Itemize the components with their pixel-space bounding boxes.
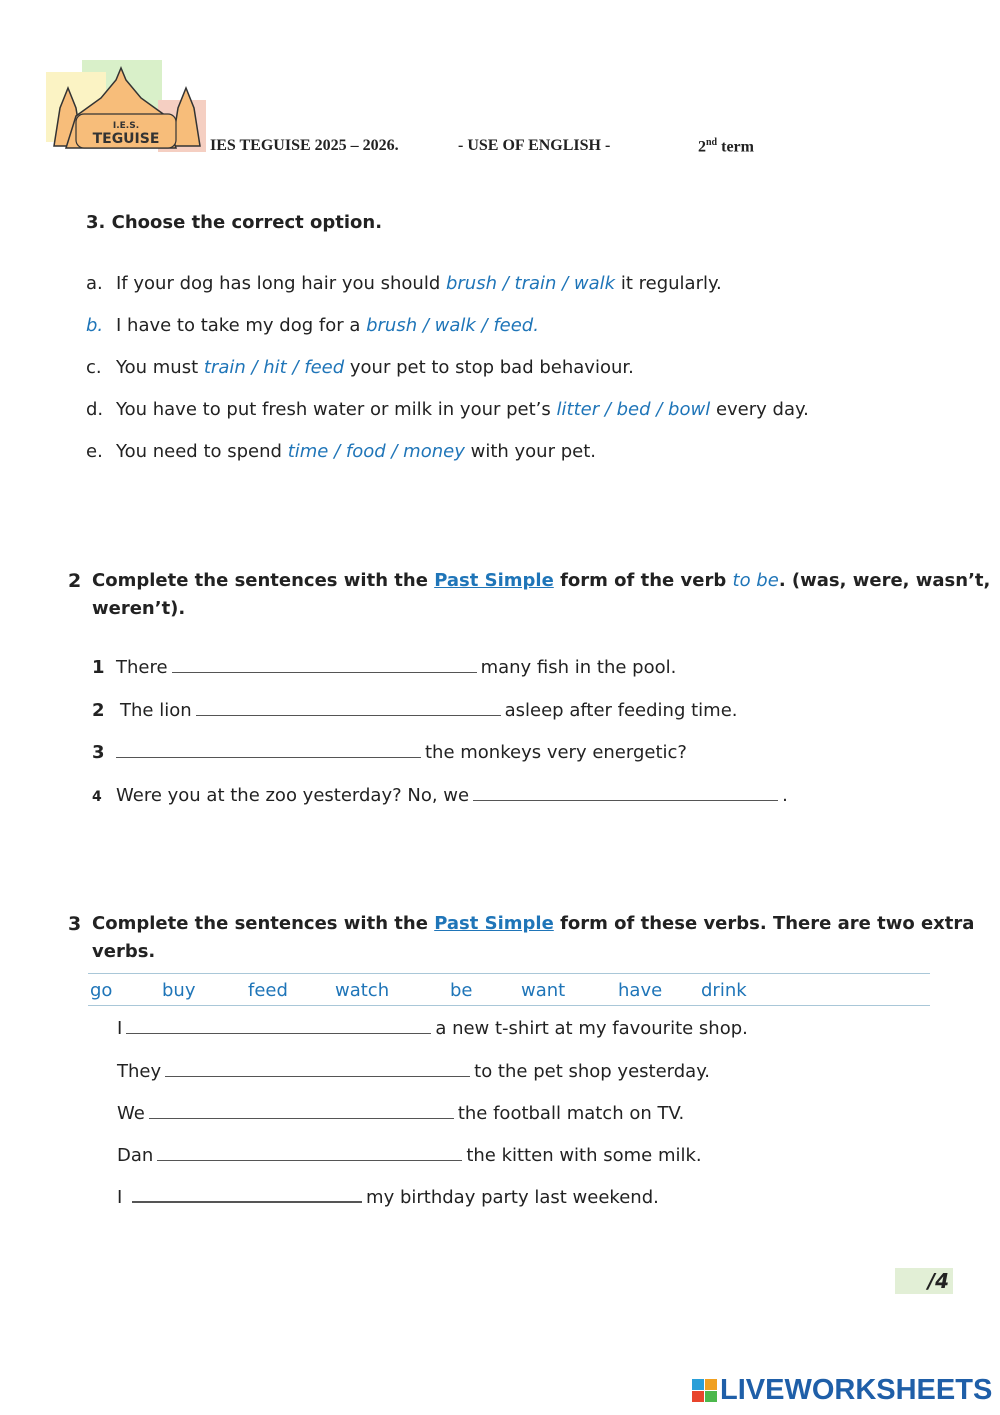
item-letter: e. <box>86 441 103 462</box>
brand-text: LIVEWORKSHEETS <box>720 1374 993 1406</box>
word-bank-item: go <box>90 980 113 1001</box>
section3-item <box>117 1103 684 1124</box>
liveworksheets-logo[interactable] <box>692 1374 993 1408</box>
score-box <box>895 1268 953 1294</box>
term-word: term <box>721 138 754 156</box>
answer-blank[interactable] <box>196 701 501 716</box>
section3-title <box>92 913 974 934</box>
item-text-end: a new t-shirt at my favourite shop. <box>435 1018 748 1039</box>
header-term <box>698 137 754 156</box>
term-suffix: nd <box>706 137 718 148</box>
item-text: We <box>117 1103 145 1124</box>
item-number: 2 <box>92 700 105 721</box>
word-bank-item: have <box>618 980 663 1001</box>
answer-options[interactable]: brush / train / walk <box>445 273 616 294</box>
header-school: IES TEGUISE 2025 – 2026. <box>210 137 399 154</box>
answer-blank[interactable] <box>172 658 477 673</box>
answer-blank[interactable] <box>165 1062 470 1077</box>
section3-item <box>117 1145 702 1166</box>
answer-blank[interactable] <box>126 1019 431 1034</box>
item-text: I have to take my dog for a <box>116 315 361 336</box>
answer-blank[interactable] <box>116 743 421 758</box>
item-text: Dan <box>117 1145 154 1166</box>
item-text: You have to put fresh water or milk in your pet’s <box>116 399 551 420</box>
svg-text:I.E.S.: I.E.S. <box>112 121 140 131</box>
score-label: /4 <box>927 1269 949 1293</box>
item-text-end: . <box>782 785 788 806</box>
section2-title <box>92 570 990 591</box>
term-number: 2 <box>698 138 706 156</box>
answer-blank[interactable] <box>473 786 778 801</box>
title-part: form of these verbs. There are two extra <box>560 913 975 934</box>
item-letter: a. <box>86 273 103 294</box>
title-part: form of the verb <box>560 570 727 591</box>
item-text: You need to spend <box>116 441 282 462</box>
verb-to-be: to be <box>732 570 779 591</box>
header-subject: - USE OF ENGLISH - <box>458 137 611 154</box>
section3-number: 3 <box>68 913 82 935</box>
item-text-end: asleep after feeding time. <box>504 700 738 721</box>
item-letter: c. <box>86 357 102 378</box>
item-number: 4 <box>92 789 102 805</box>
section3-item <box>117 1187 659 1208</box>
item-letter: b. <box>86 315 104 336</box>
item-text-end: it regularly. <box>620 273 722 294</box>
item-text-end: the football match on TV. <box>457 1103 685 1124</box>
item-text: You must <box>116 357 199 378</box>
section1-item <box>86 399 809 420</box>
item-number: 3 <box>92 742 105 763</box>
answer-blank[interactable] <box>132 1187 362 1203</box>
item-text-end: the monkeys very energetic? <box>425 742 687 763</box>
section2-number: 2 <box>68 570 82 592</box>
word-bank <box>88 973 930 1006</box>
item-letter: d. <box>86 399 104 420</box>
item-text-end: your pet to stop bad behaviour. <box>349 357 634 378</box>
item-text: I <box>117 1187 123 1208</box>
item-text-end: my birthday party last weekend. <box>366 1187 659 1208</box>
answer-options[interactable]: litter / bed / bowl <box>556 399 711 420</box>
item-text: There <box>116 657 168 678</box>
section2-item <box>92 742 687 763</box>
section1-title: 3. Choose the correct option. <box>86 212 383 233</box>
answer-options[interactable]: brush / walk / feed. <box>366 315 539 336</box>
past-simple-link[interactable]: Past Simple <box>434 913 554 934</box>
title-part: Complete the sentences with the <box>92 570 428 591</box>
answer-blank[interactable] <box>149 1104 454 1119</box>
section3-item <box>117 1061 710 1082</box>
item-number: 1 <box>92 657 105 678</box>
word-bank-item: drink <box>701 980 747 1001</box>
item-text: If your dog has long hair you should <box>116 273 441 294</box>
word-bank-item: watch <box>335 980 390 1001</box>
item-text-end: many fish in the pool. <box>480 657 677 678</box>
brand-mark-icon <box>692 1379 718 1403</box>
past-simple-link[interactable]: Past Simple <box>434 570 554 591</box>
section3-title-line2: verbs. <box>92 941 156 962</box>
svg-text:TEGUISE: TEGUISE <box>92 131 160 147</box>
word-bank-item: buy <box>162 980 196 1001</box>
item-text-end: with your pet. <box>470 441 596 462</box>
answer-options[interactable]: train / hit / feed <box>203 357 345 378</box>
item-text: The lion <box>120 700 192 721</box>
section3-item <box>117 1018 748 1039</box>
item-text: They <box>117 1061 162 1082</box>
item-text: Were you at the zoo yesterday? No, we <box>116 785 470 806</box>
word-bank-item: want <box>521 980 566 1001</box>
section1-item <box>86 315 539 336</box>
answer-blank[interactable] <box>157 1146 462 1161</box>
section2-item <box>92 700 738 721</box>
item-text-end: every day. <box>715 399 809 420</box>
section2-item <box>92 657 676 678</box>
item-text: I <box>117 1018 123 1039</box>
section2-item <box>92 785 788 806</box>
answer-options[interactable]: time / food / money <box>287 441 465 462</box>
title-part: . (was, were, wasn’t, <box>778 570 991 591</box>
word-bank-item: be <box>450 980 473 1001</box>
section1-item <box>86 273 722 294</box>
section1-item <box>86 441 596 462</box>
title-part: Complete the sentences with the <box>92 913 428 934</box>
school-logo <box>46 58 208 154</box>
item-text-end: to the pet shop yesterday. <box>474 1061 711 1082</box>
section2-title-line2: weren’t). <box>92 598 186 619</box>
section1-item <box>86 357 634 378</box>
item-text-end: the kitten with some milk. <box>466 1145 702 1166</box>
word-bank-item: feed <box>248 980 288 1001</box>
